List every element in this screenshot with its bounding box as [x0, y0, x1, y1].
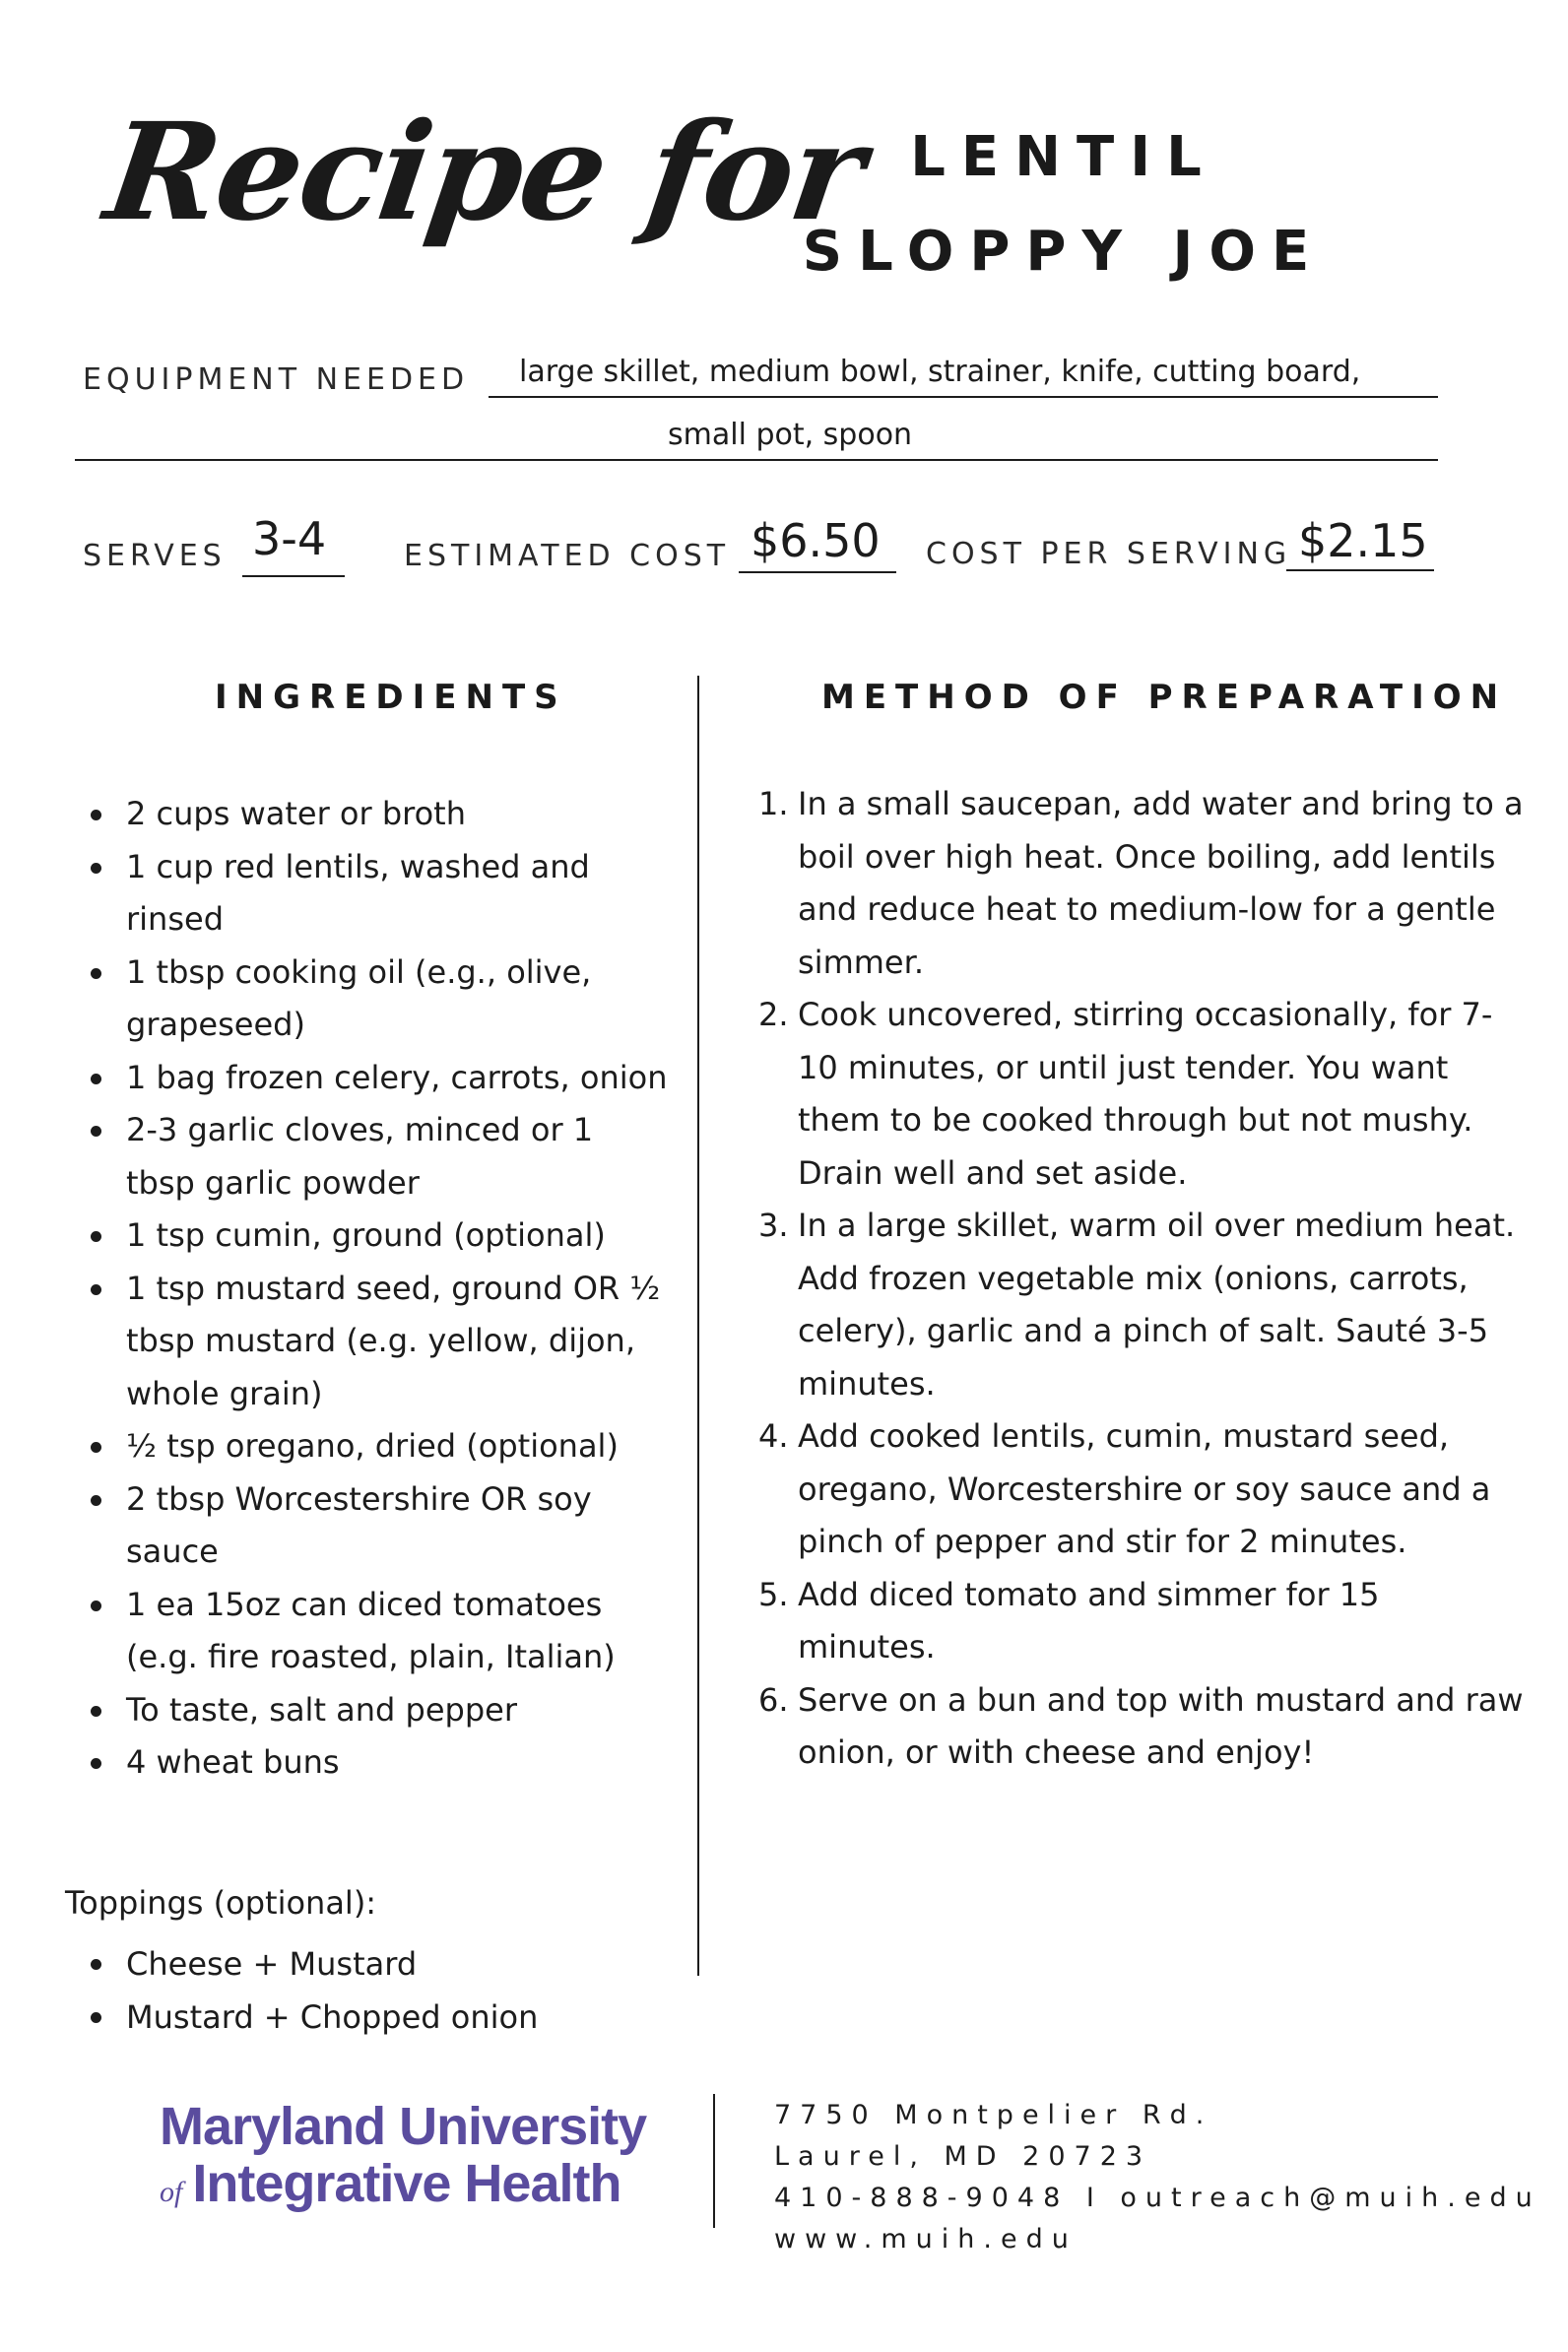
step-text: In a large skillet, warm oil over medium heat. Add frozen vegetable mix (onions, carrots, celery), garlic and a pinch of salt. Sauté 3-5 minutes.	[798, 1207, 1516, 1403]
method-steps	[758, 778, 1527, 1780]
ingredient-item: 1 tsp cumin, ground (optional)	[89, 1209, 670, 1263]
ingredient-item: 4 wheat buns	[89, 1736, 670, 1790]
muih-logo-line2: of Integrative Health	[160, 2154, 621, 2213]
ingredient-item: 1 tbsp cooking oil (e.g., olive, grapeseed)	[89, 947, 670, 1052]
bullet-icon	[91, 1231, 101, 1242]
method-step	[758, 778, 1527, 989]
equipment-line2: small pot, spoon	[668, 418, 913, 452]
muih-logo-line1: Maryland University	[160, 2097, 647, 2156]
step-number: 4.	[758, 1417, 789, 1455]
ingredient-item: 1 cup red lentils, washed and rinsed	[89, 841, 670, 947]
method-step	[758, 1410, 1527, 1569]
topping-item: Mustard + Chopped onion	[89, 1991, 640, 2044]
cost-per-serving-label: COST PER SERVING	[926, 537, 1292, 571]
method-heading: METHOD OF PREPARATION	[821, 678, 1508, 717]
dish-title-line2: SLOPPY JOE	[802, 220, 1326, 284]
step-text: Add cooked lentils, cumin, mustard seed, oregano, Worcestershire or soy sauce and a pinch of pepper and stir for 2 minutes.	[798, 1417, 1491, 1560]
ingredient-item: ½ tsp oregano, dried (optional)	[89, 1420, 670, 1473]
equipment-underline-2	[75, 459, 1438, 461]
estimated-cost-label: ESTIMATED COST	[404, 539, 731, 573]
bullet-icon	[91, 1284, 101, 1295]
ingredient-item: 2 tbsp Worcestershire OR soy sauce	[89, 1473, 670, 1579]
dish-title-line1: LENTIL	[910, 125, 1217, 189]
step-text: Cook uncovered, stirring occasionally, for 7-10 minutes, or until just tender. You want them to be cooked through but not mushy. Drain well and set aside.	[798, 996, 1493, 1192]
method-step	[758, 1200, 1527, 1410]
bullet-icon	[91, 1126, 101, 1137]
bullet-icon	[91, 863, 101, 874]
equipment-underline-1	[489, 396, 1438, 398]
step-number: 1.	[758, 785, 789, 822]
estimated-cost-underline	[739, 571, 896, 573]
topping-item: Cheese + Mustard	[89, 1937, 640, 1991]
dish-title	[788, 110, 1339, 299]
column-divider	[697, 676, 699, 1976]
toppings-label: Toppings (optional):	[65, 1884, 377, 1922]
ingredient-item: 2-3 garlic cloves, minced or 1 tbsp garlic powder	[89, 1104, 670, 1209]
recipe-for-title: Recipe for	[97, 94, 873, 251]
footer-contact: 410-888-9048 I outreach@muih.edu	[774, 2183, 1541, 2213]
estimated-cost-value: $6.50	[751, 514, 881, 567]
step-number: 2.	[758, 996, 789, 1033]
ingredient-item: 1 tsp mustard seed, ground OR ½ tbsp mustard (e.g. yellow, dijon, whole grain)	[89, 1263, 670, 1421]
method-step	[758, 989, 1527, 1200]
step-text: Serve on a bun and top with mustard and raw onion, or with cheese and enjoy!	[798, 1680, 1524, 1771]
step-text: In a small saucepan, add water and bring to a boil over high heat. Once boiling, add lentils and reduce heat to medium-low for a gentle simmer.	[798, 785, 1524, 981]
cost-per-serving-underline	[1286, 569, 1434, 571]
ingredient-item: To taste, salt and pepper	[89, 1684, 670, 1737]
footer-website: www.muih.edu	[774, 2224, 1078, 2254]
step-number: 6.	[758, 1680, 789, 1719]
serves-value: 3-4	[252, 512, 327, 565]
bullet-icon	[91, 1959, 101, 1970]
bullet-icon	[91, 1074, 101, 1084]
serves-underline	[242, 575, 345, 577]
serves-label: SERVES	[83, 539, 227, 573]
equipment-label: EQUIPMENT NEEDED	[83, 362, 470, 397]
bullet-icon	[91, 1601, 101, 1611]
step-number: 3.	[758, 1207, 789, 1244]
bullet-icon	[91, 1442, 101, 1453]
step-text: Add diced tomato and simmer for 15 minutes.	[798, 1575, 1380, 1666]
ingredients-list	[89, 788, 670, 1790]
bullet-icon	[91, 1758, 101, 1769]
footer-divider	[713, 2094, 715, 2228]
bullet-icon	[91, 1706, 101, 1717]
cost-per-serving-value: $2.15	[1298, 514, 1428, 567]
muih-logo-of: of	[160, 2176, 183, 2208]
bullet-icon	[91, 810, 101, 820]
bullet-icon	[91, 1495, 101, 1506]
ingredient-item: 2 cups water or broth	[89, 788, 670, 841]
method-step	[758, 1569, 1527, 1674]
bullet-icon	[91, 2012, 101, 2023]
footer-address-line1: 7750 Montpelier Rd.	[774, 2100, 1213, 2130]
ingredients-heading: INGREDIENTS	[215, 678, 567, 717]
ingredient-item: 1 bag frozen celery, carrots, onion	[89, 1052, 670, 1105]
method-step	[758, 1674, 1527, 1780]
equipment-line1: large skillet, medium bowl, strainer, knife, cutting board,	[519, 355, 1361, 389]
ingredient-item: 1 ea 15oz can diced tomatoes (e.g. fire roasted, plain, Italian)	[89, 1579, 670, 1684]
bullet-icon	[91, 968, 101, 979]
toppings-list	[89, 1937, 640, 2044]
step-number: 5.	[758, 1575, 789, 1613]
footer-address-line2: Laurel, MD 20723	[774, 2141, 1152, 2172]
